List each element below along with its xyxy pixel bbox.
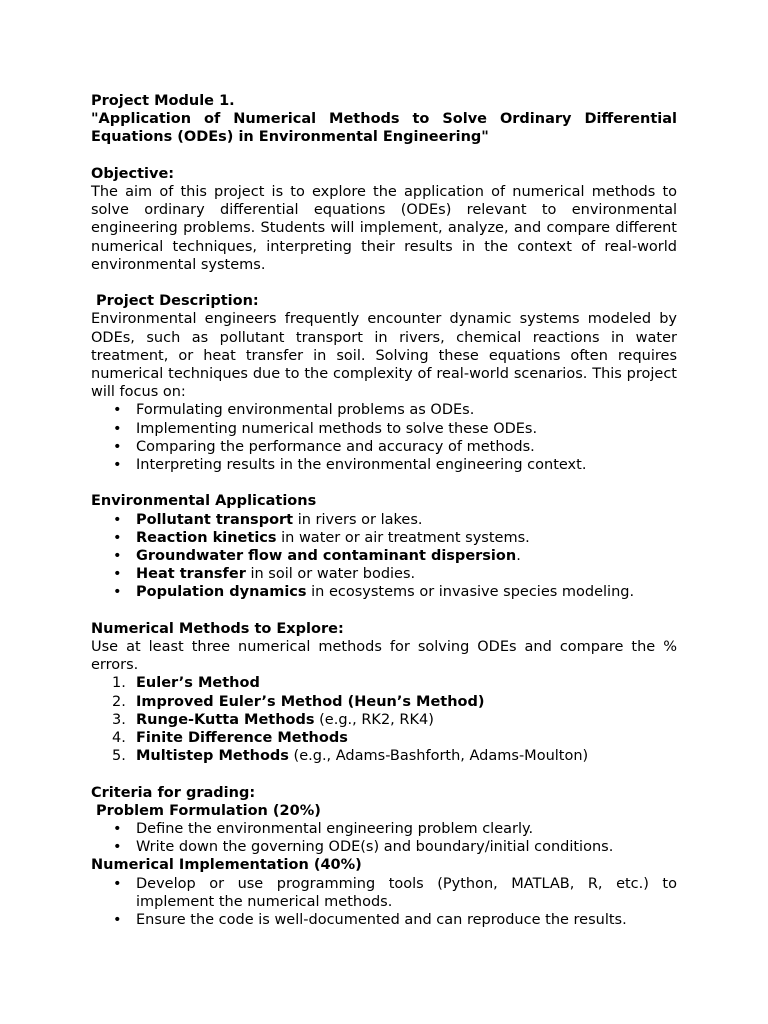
methods-text: Use at least three numerical methods for solving ODEs and compare the % errors. [91, 639, 677, 674]
list-item: • Implementing numerical methods to solve these ODEs. [91, 420, 677, 438]
list-item [91, 565, 677, 583]
item-rest: . [516, 548, 521, 565]
document-title: "Application of Numerical Methods to Solve Ordinary Differential Equations (ODEs) in Environmental Engineering" [91, 111, 677, 146]
item-bold: Heat transfer [136, 566, 246, 583]
list-item: • Write down the governing ODE(s) and boundary/initial conditions. [91, 838, 677, 856]
item-number: 5. [112, 748, 126, 765]
list-item [91, 711, 677, 729]
list-item [91, 693, 677, 711]
description-text: Environmental engineers frequently encounter dynamic systems modeled by ODEs, such as pollutant transport in rivers, chemical reactions in water treatment, or heat transfer in soil. Solving these equations often requires numerical techniques due to the complexity of real-world scenarios. This project will focus on: [91, 311, 677, 401]
criteria-heading: Criteria for grading: [91, 784, 256, 801]
applications-list [91, 511, 677, 602]
item-number: 4. [112, 730, 126, 747]
item-rest: in rivers or lakes. [293, 511, 423, 528]
item-bold: Reaction kinetics [136, 529, 277, 546]
list-item: • Ensure the code is well-documented and can reproduce the results. [91, 911, 677, 929]
implementation-list [91, 875, 677, 930]
list-item [91, 583, 677, 601]
list-item [91, 511, 677, 529]
objective-text: The aim of this project is to explore the application of numerical methods to solve ordinary differential equations (ODEs) relevant to environmental engineering problems. Students will implement, analyze, and compare different numerical techniques, interpreting their results in the context of real-world environmental systems. [91, 184, 677, 273]
methods-heading: Numerical Methods to Explore: [91, 620, 344, 637]
item-bold: Pollutant transport [136, 511, 294, 528]
item-rest: in ecosystems or invasive species modeling. [306, 584, 635, 601]
item-bold: Finite Difference Methods [136, 730, 348, 747]
list-item [91, 547, 677, 565]
list-item [91, 729, 677, 747]
list-item: • Develop or use programming tools (Python, MATLAB, R, etc.) to implement the numerical methods. [91, 875, 677, 911]
list-item [91, 529, 677, 547]
description-list [91, 401, 677, 474]
item-number: 3. [112, 711, 126, 728]
item-bold: Euler’s Method [136, 675, 260, 692]
item-rest: in soil or water bodies. [245, 566, 416, 583]
applications-heading: Environmental Applications [91, 493, 317, 510]
item-bold: Population dynamics [136, 584, 307, 601]
objective-heading: Objective: [91, 165, 175, 182]
implementation-heading: Numerical Implementation (40%) [91, 857, 362, 874]
item-rest: (e.g., RK2, RK4) [314, 711, 434, 728]
item-number: 2. [112, 693, 126, 710]
list-item: • Comparing the performance and accuracy of methods. [91, 438, 677, 456]
methods-list [91, 674, 677, 765]
description-heading: Project Description: [96, 293, 259, 310]
item-bold: Groundwater flow and contaminant dispersion [136, 548, 517, 565]
list-item: • Formulating environmental problems as ODEs. [91, 401, 677, 419]
list-item [91, 674, 677, 692]
formulation-list [91, 820, 677, 856]
item-rest: (e.g., Adams-Bashforth, Adams-Moulton) [288, 748, 589, 765]
item-rest: in water or air treatment systems. [276, 529, 530, 546]
item-bold: Multistep Methods [136, 748, 289, 765]
item-bold: Improved Euler’s Method (Heun’s Method) [136, 693, 485, 710]
list-item: • Interpreting results in the environmental engineering context. [91, 456, 677, 474]
list-item [91, 747, 677, 765]
item-number: 1. [112, 675, 126, 692]
item-bold: Runge-Kutta Methods [136, 711, 315, 728]
formulation-heading: Problem Formulation (20%) [96, 802, 321, 819]
module-label: Project Module 1. [91, 93, 235, 109]
list-item: • Define the environmental engineering problem clearly. [91, 820, 677, 838]
